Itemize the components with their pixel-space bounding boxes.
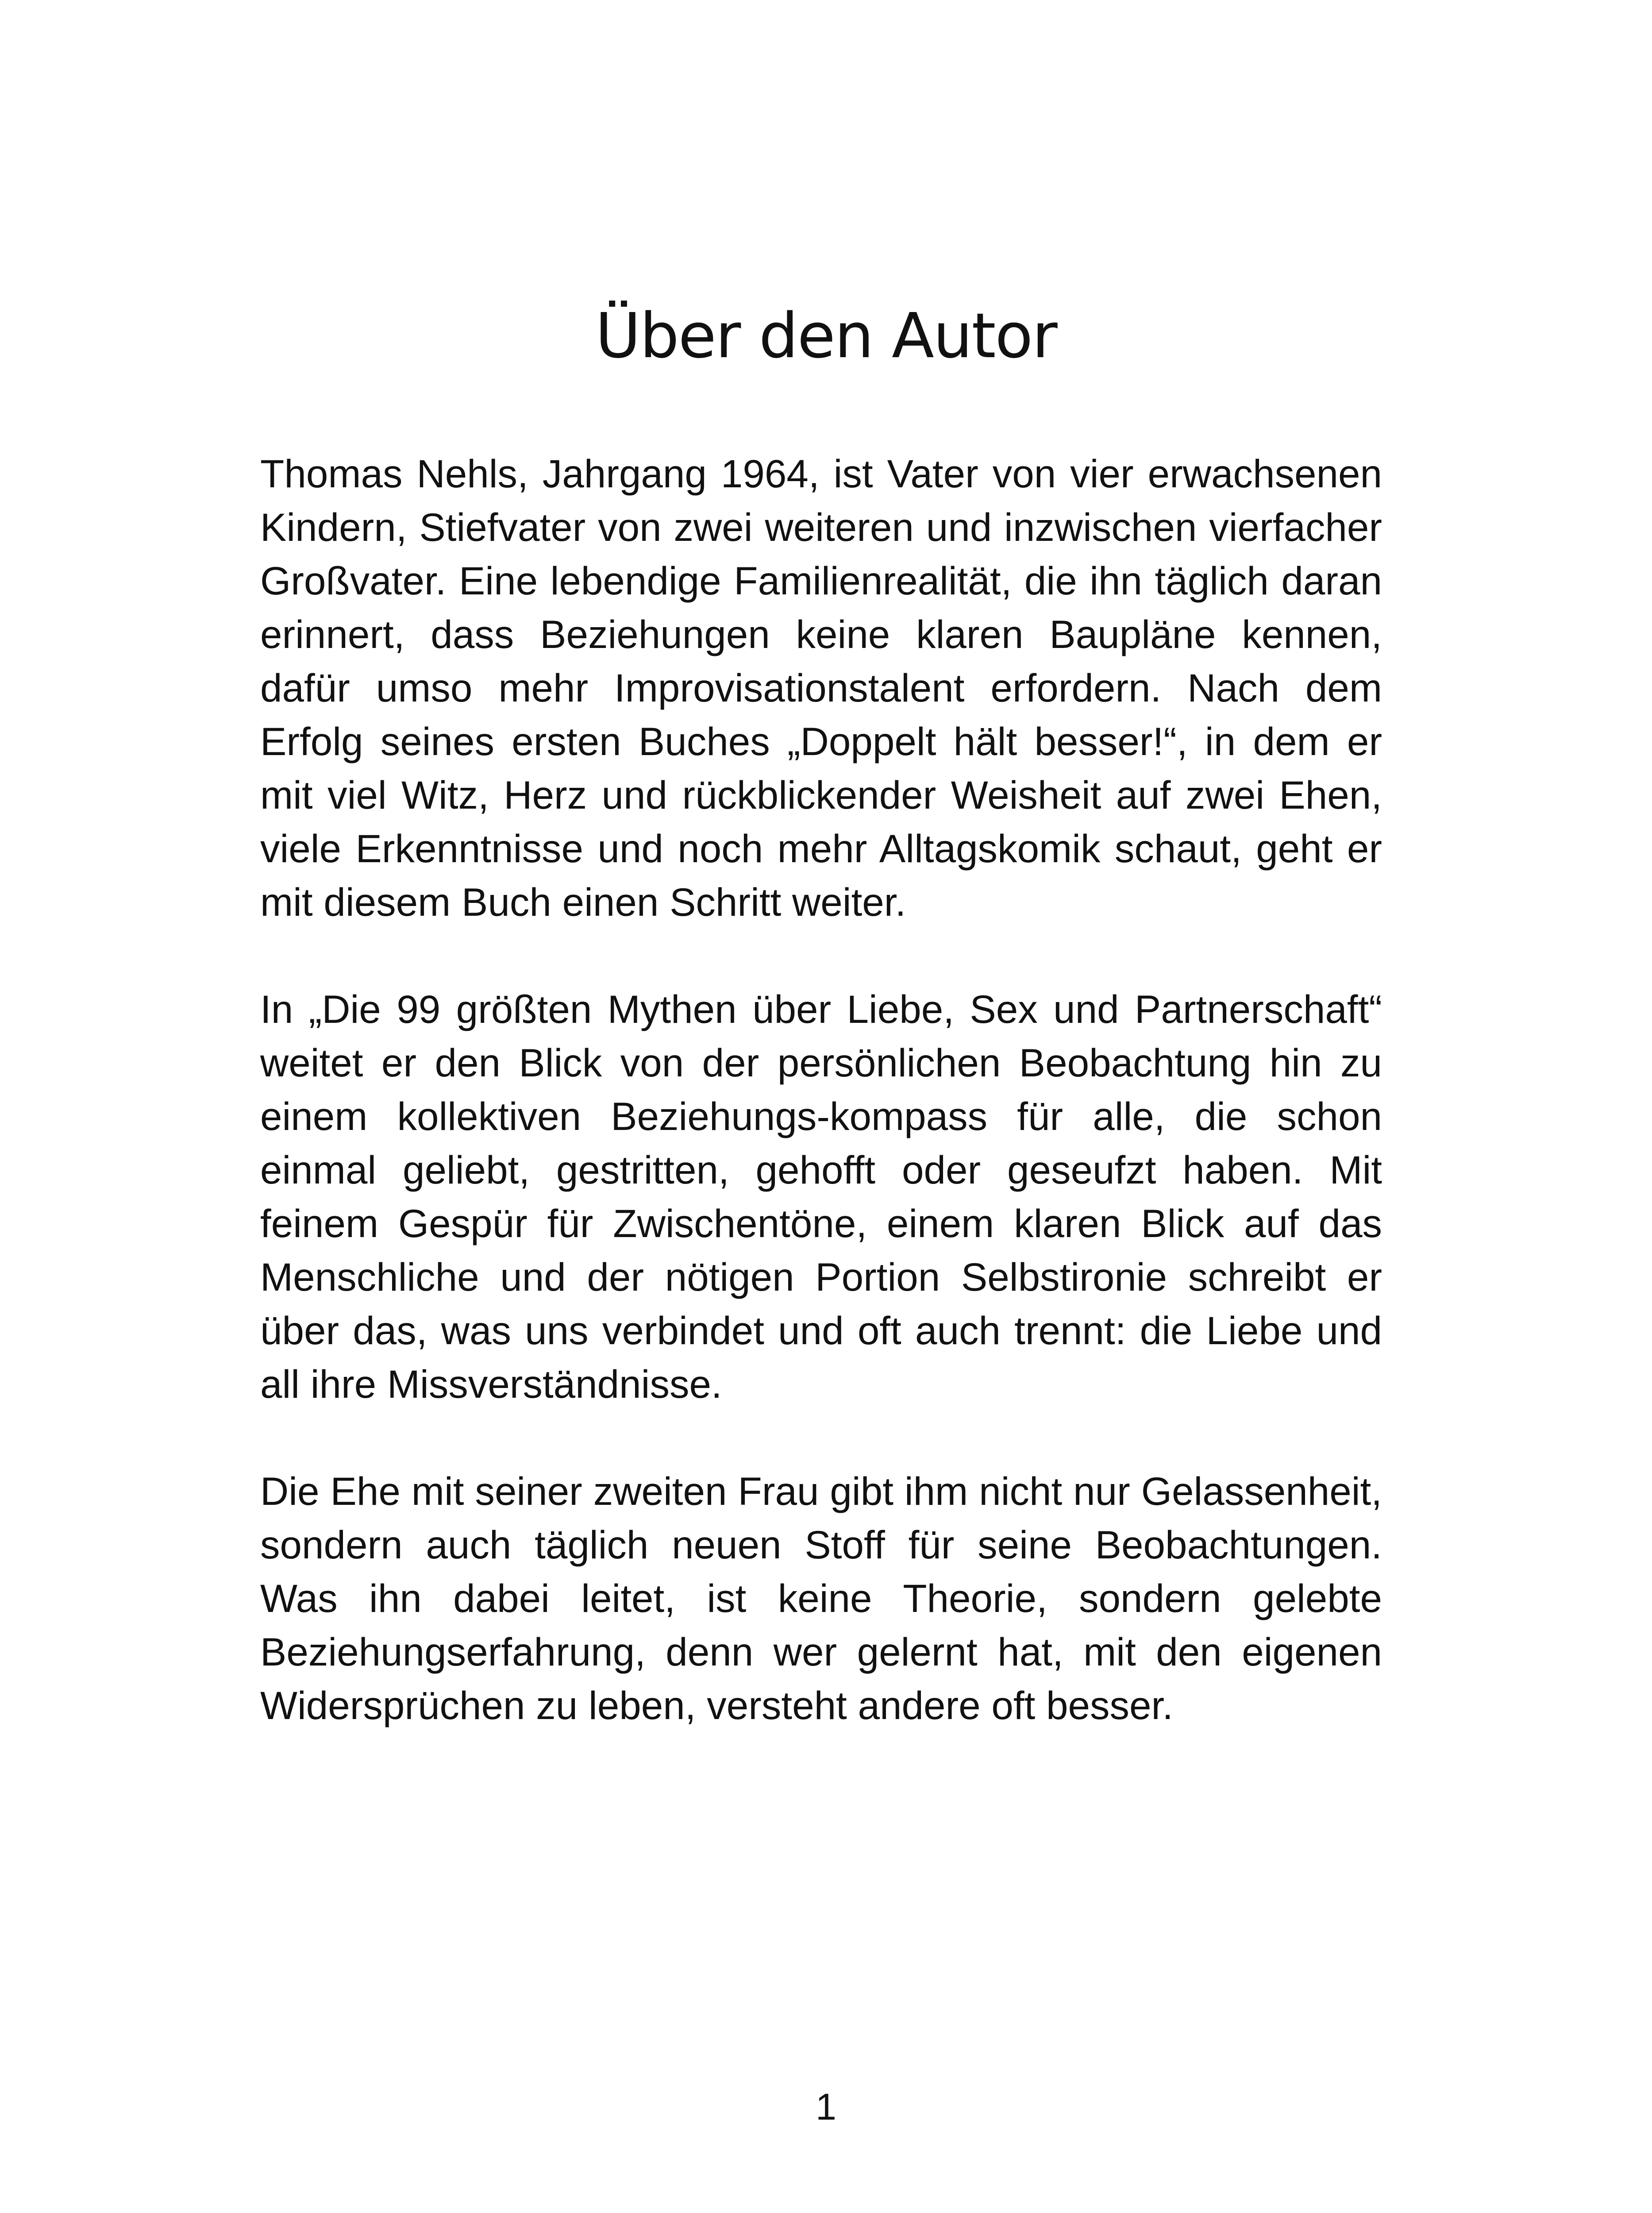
author-bio: [260, 447, 1382, 1786]
bio-paragraph-2: In „Die 99 größten Mythen über Liebe, Sex und Partnerschaft“ weitet er den Blick von der persönlichen Beobachtung hin zu einem kollektiven Beziehungs-kompass für alle, die schon einmal geliebt, gestritten, gehofft oder geseufzt haben. Mit feinem Gespür für Zwischentöne, einem klaren Blick auf das Menschliche und der nötigen Portion Selbstironie schreibt er über das, was uns verbindet und oft auch trennt: die Liebe und all ihre Missverständnisse.: [260, 987, 1382, 1406]
bio-paragraph-1: Thomas Nehls, Jahrgang 1964, ist Vater von vier erwachsenen Kindern, Stiefvater von zwei weiteren und inzwischen vierfacher Großvater. Eine lebendige Familienrealität, die ihn täglich daran erinnert, dass Beziehungen keine klaren Baupläne kennen, dafür umso mehr Improvisationstalent erfordern. Nach dem Erfolg seines ersten Buches „Doppelt hält besser!“, in dem er mit viel Witz, Herz und rückblickender Weisheit auf zwei Ehen, viele Erkenntnisse und noch mehr Alltagskomik schaut, geht er mit diesem Buch einen Schritt weiter.: [260, 451, 1382, 924]
bio-paragraph-3: Die Ehe mit seiner zweiten Frau gibt ihm nicht nur Gelassenheit, sondern auch täglich neuen Stoff für seine Beobachtungen. Was ihn dabei leitet, ist keine Theorie, sondern gelebte Beziehungserfahrung, denn wer gelernt hat, mit den eigenen Widersprüchen zu leben, versteht andere oft besser.: [260, 1469, 1382, 1727]
page-title: Über den Autor: [595, 300, 1057, 372]
page-number: 1: [816, 2086, 836, 2128]
